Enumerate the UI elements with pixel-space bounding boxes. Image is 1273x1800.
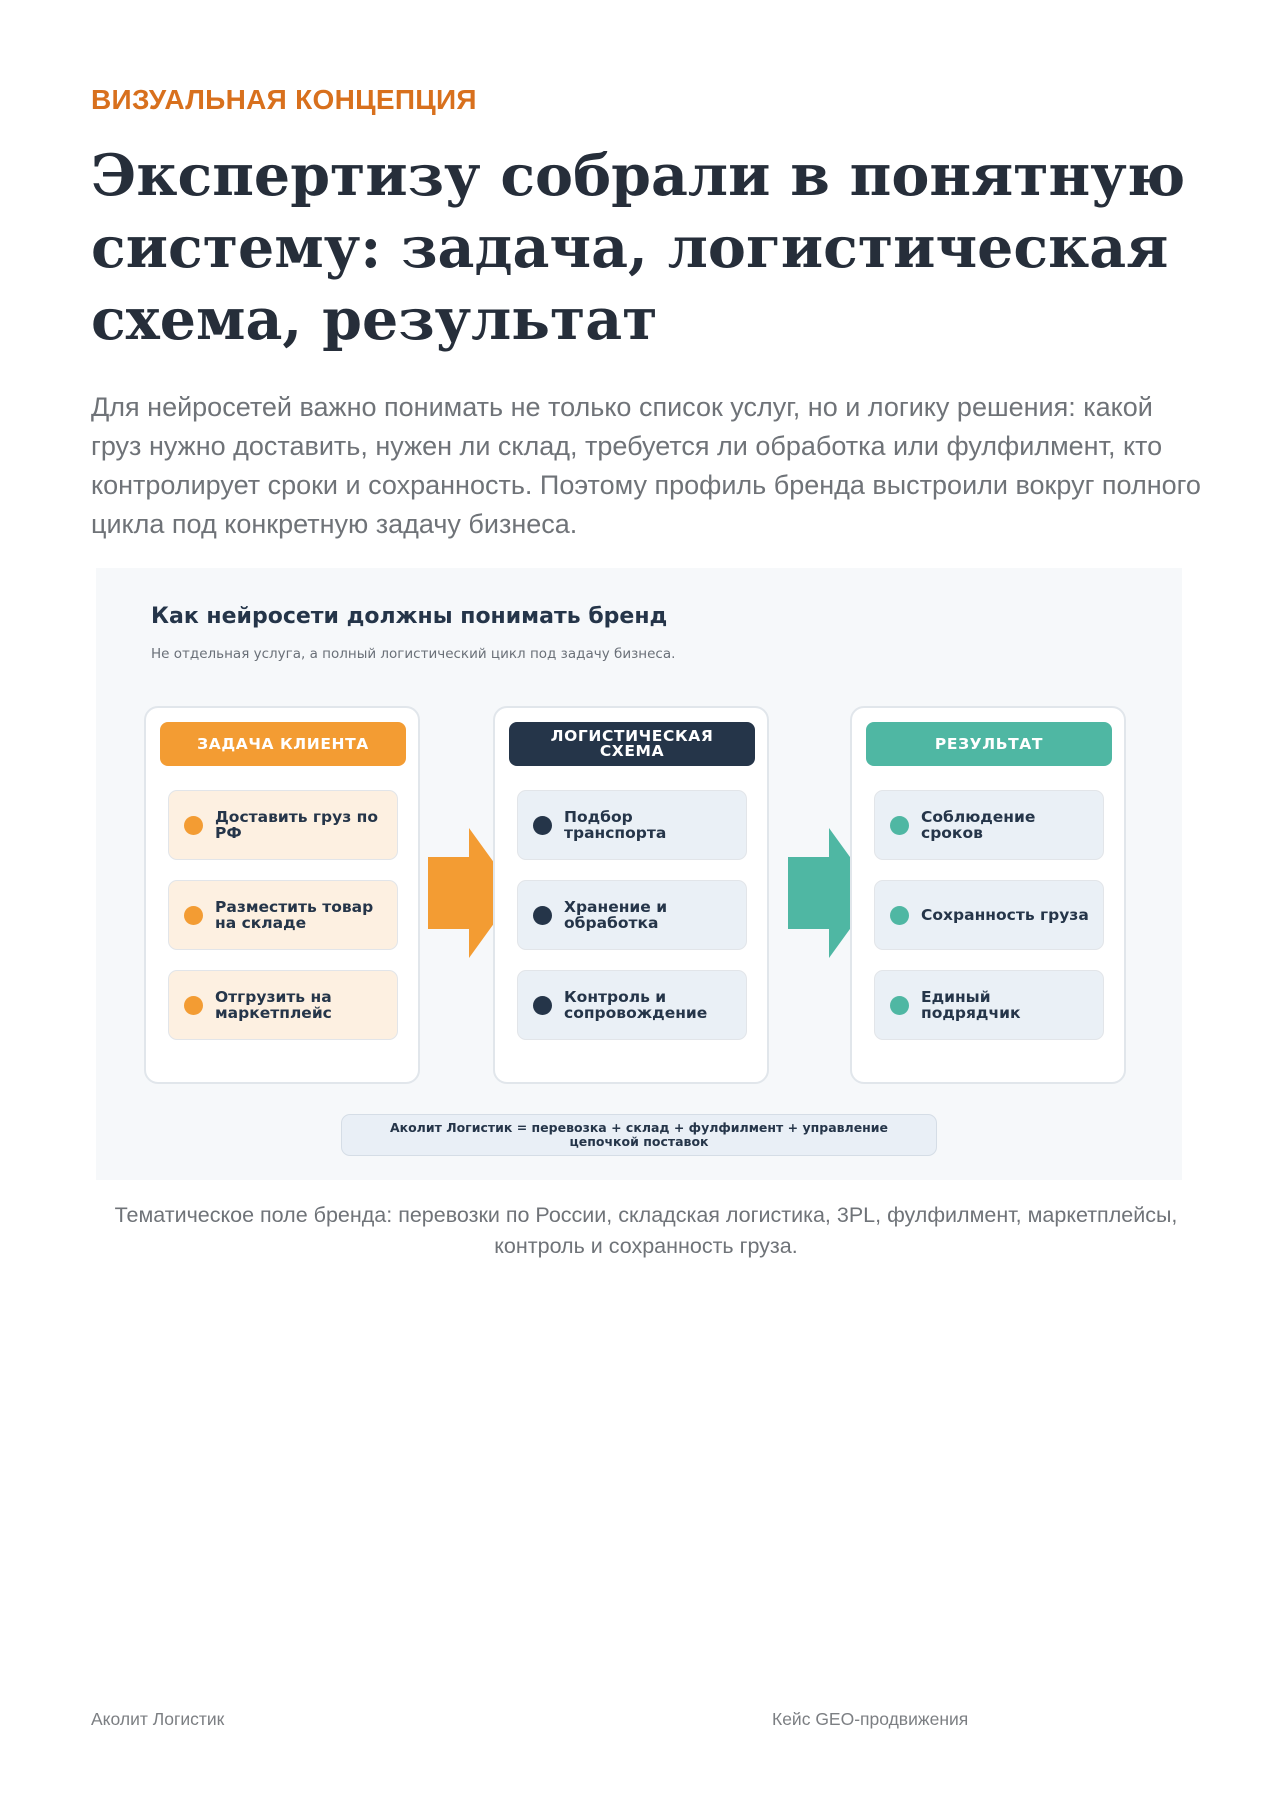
lead-paragraph: Для нейросетей важно понимать не только список услуг, но и логику решения: какой груз нужно доставить, нужен ли склад, требуется ли обработка или фулфилмент, кто контролирует сроки и сохранность. Поэтому профиль бренда выстроили вокруг полного цикла под конкретную задачу бизнеса.	[91, 392, 1201, 539]
footer-brand: Аколит Логистик	[91, 1709, 225, 1729]
footer-case-label: Кейс GEO-продвижения	[772, 1709, 969, 1729]
result-item	[874, 790, 1104, 860]
bullet-dot-icon	[533, 816, 552, 835]
item-label: Подбор транспорта	[564, 808, 667, 842]
logistics-scheme-item	[517, 880, 747, 950]
column-header-logistics-scheme: ЛОГИСТИЧЕСКАЯ СХЕМА	[509, 722, 755, 766]
result-item	[874, 880, 1104, 950]
figure-caption: Тематическое поле бренда: перевозки по России, складская логистика, 3PL, фулфилмент, маркетплейсы, контроль и сохранность груза.	[114, 1203, 1178, 1258]
bullet-dot-icon	[890, 996, 909, 1015]
column-header-client-task: ЗАДАЧА КЛИЕНТА	[160, 722, 406, 766]
concept-diagram	[96, 568, 1182, 1180]
column-logistics-scheme	[493, 706, 769, 1084]
client-task-item	[168, 880, 398, 950]
column-header-result: РЕЗУЛЬТАТ	[866, 722, 1112, 766]
bullet-dot-icon	[890, 906, 909, 925]
item-label: Контроль и сопровождение	[564, 988, 708, 1022]
column-client-task	[144, 706, 420, 1084]
bullet-dot-icon	[184, 906, 203, 925]
item-label: Соблюдение сроков	[921, 808, 1036, 842]
bullet-dot-icon	[533, 906, 552, 925]
brand-formula: Аколит Логистик = перевозка + склад + фулфилмент + управление цепочкой поставок	[341, 1114, 937, 1156]
client-task-item	[168, 970, 398, 1040]
item-label: Сохранность груза	[921, 906, 1089, 924]
diagram-title: Как нейросети должны понимать бренд	[151, 604, 668, 629]
bullet-dot-icon	[184, 996, 203, 1015]
bullet-dot-icon	[533, 996, 552, 1015]
result-item	[874, 970, 1104, 1040]
section-kicker: ВИЗУАЛЬНАЯ КОНЦЕПЦИЯ	[91, 84, 477, 115]
item-label: Разместить товар на складе	[215, 898, 374, 932]
item-label: Доставить груз по РФ	[215, 808, 378, 842]
item-label: Отгрузить на маркетплейс	[215, 988, 332, 1022]
client-task-item	[168, 790, 398, 860]
item-label: Хранение и обработка	[564, 898, 668, 932]
item-label: Единый подрядчик	[921, 988, 1021, 1022]
diagram-subtitle: Не отдельная услуга, а полный логистический цикл под задачу бизнеса.	[151, 646, 676, 662]
logistics-scheme-item	[517, 790, 747, 860]
column-result	[850, 706, 1126, 1084]
page-title: Экспертизу собрали в понятную систему: задача, логистическая схема, результат	[91, 142, 1186, 353]
bullet-dot-icon	[890, 816, 909, 835]
bullet-dot-icon	[184, 816, 203, 835]
logistics-scheme-item	[517, 970, 747, 1040]
